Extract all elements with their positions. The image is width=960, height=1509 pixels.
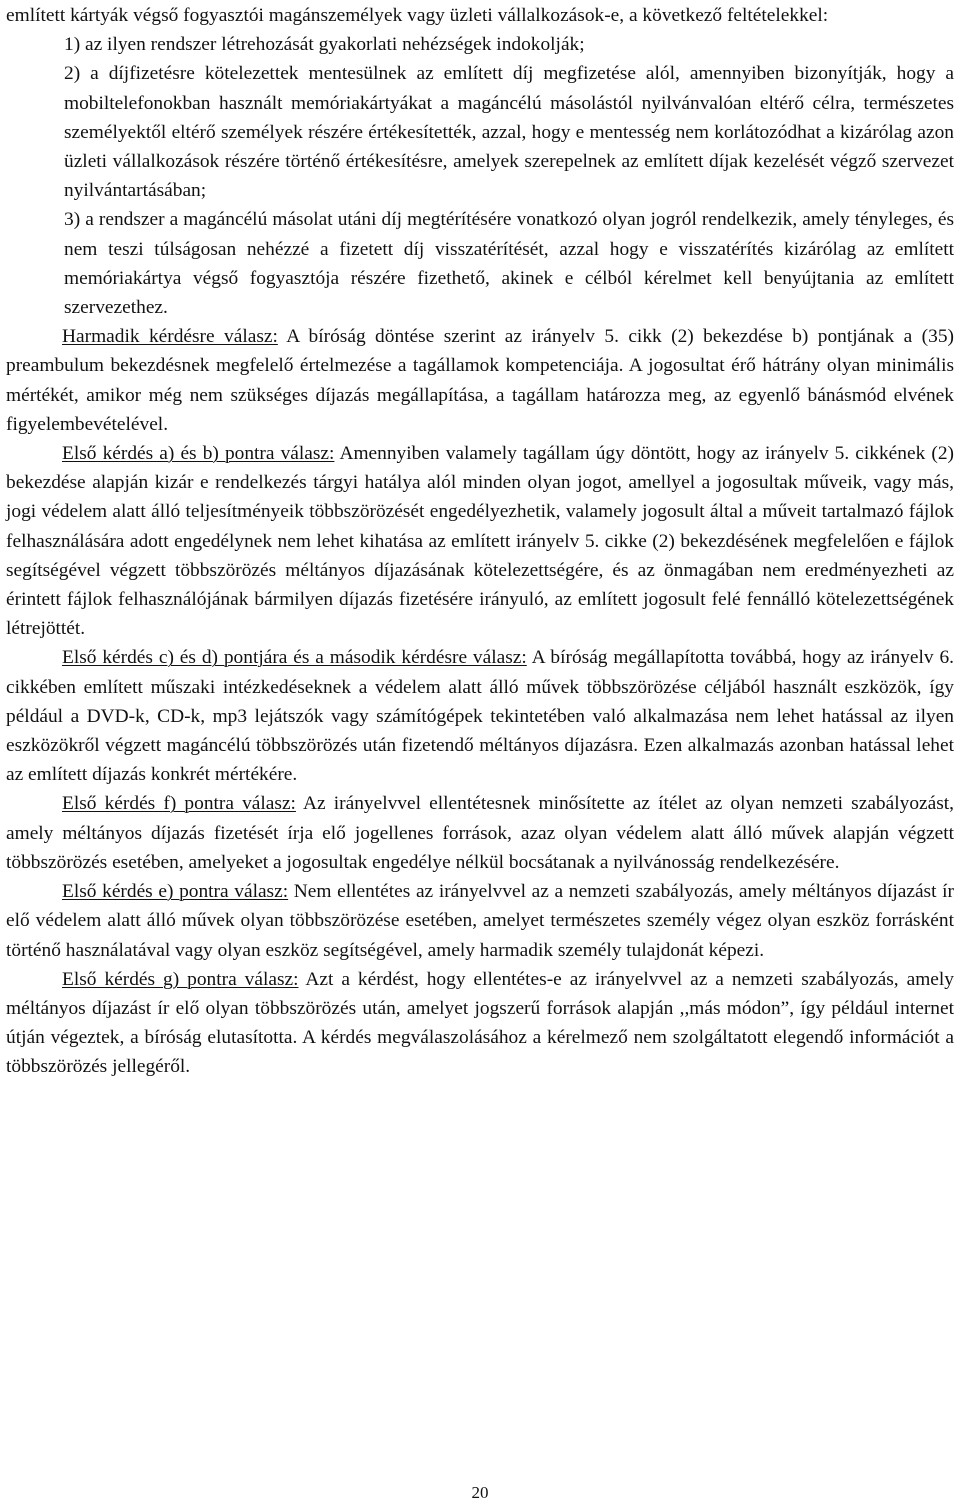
intro-paragraph: említett kártyák végső fogyasztói magánszemélyek vagy üzleti vállalkozások-e, a következő feltételekkel: [6,5,829,26]
answer-paragraph-first-question-cd [6,643,954,789]
answer-label: Első kérdés e) pontra válasz: [62,881,289,903]
answer-text: A bíróság döntése szerint az irányelv 5. cikk (2) bekezdése b) pontjának a (35) preambulum bekezdésnek megfelelő értelmezése a tagállamok kompetenciája. A jogosultat érő hátrány olyan minimális mértékét, amikor még nem szükséges díjazás megállapítása, a tagállam határozza meg, az egyenlő bánásmód elvének figyelembevételével. [6,326,954,435]
answer-text: Amennyiben valamely tagállam úgy döntött, hogy az irányelv 5. cikkének (2) bekezdése alapján kizár e rendelkezés tárgyi hatálya alól minden olyan jogot, amellyel a jogosultak műveik, vagy más, jogi védelem alatt álló teljesítményeik többszörözését engedélyezhetik, valamely jogosult által a műveit tartalmazó fájlok felhasználására adott engedélynek nem lehet kihatása az említett irányelv 5. cikke (2) bekezdésének megfelelően e fájlok segítségével végzett többszörözés méltányos díjazásának kötelezettségére, és az önmagában nem eredményezheti az érintett fájlok felhasználójának bármilyen díjazás fizetésére irányuló, az említett jogosult felé fennálló kötelezettségének létrejöttét. [6,443,954,640]
answer-text: A bíróság megállapította továbbá, hogy az irányelv 6. cikkében említett műszaki intézkedéseknek a védelem alatt álló művek többszörözése céljából használt eszközök, így például a DVD-k, CD-k, mp3 lejátszók vagy számítógépek tekintetében való alkalmazása nem lehet hatással az ilyen eszközökről végzett magáncélú többszörözés után fizetendő méltányos díjazásra. Ezen alkalmazás azonban hatással lehet az említett díjazás konkrét mértékére. [6,647,954,786]
answer-label: Első kérdés g) pontra válasz: [62,968,299,990]
answer-paragraph-first-question-ab [6,439,954,643]
answer-text: Nem ellentétes az irányelvvel az a nemzeti szabályozás, amely méltányos díjazást ír elő védelem alatt álló művek olyan többszörözése esetében, amelyet természetes személy végez olyan eszköz forrásként történő használatával vagy olyan eszköz segítségével, amely harmadik személy tulajdonát képezi. [6,881,954,961]
condition-item-2: 2) a díjfizetésre kötelezettek mentesülnek az említett díj megfizetése alól, amennyiben bizonyítják, hogy a mobiltelefonokban használt memóriakártyákat a magáncélú másolástól nyilvánvalóan eltérő célra, természetes személyektől eltérő személyek részére értékesítették, azzal, hogy e mentesség nem korlátozódhat a kizárólag azon üzleti vállalkozások részére történő értékesítésre, amelyek szerepelnek az említett díjak kezelését végző szervezet nyilvántartásában; [64,63,954,202]
page-number: 20 [471,1483,489,1502]
page-body [6,1,954,1082]
answer-paragraph-first-question-f [6,789,954,877]
condition-item-1: 1) az ilyen rendszer létrehozását gyakorlati nehézségek indokolják; [64,34,585,56]
answer-paragraph-first-question-g [6,965,954,1082]
answer-label: Első kérdés f) pontra válasz: [62,793,296,815]
answer-label: Harmadik kérdésre válasz: [62,326,278,348]
answer-paragraph-third-question [6,322,954,439]
answer-label: Első kérdés a) és b) pontra válasz: [62,443,335,465]
answer-paragraph-first-question-e [6,877,954,965]
condition-item-3: 3) a rendszer a magáncélú másolat utáni díj megtérítésére vonatkozó olyan jogról rendelkezik, amely tényleges, és nem teszi túlságosan nehézzé a fizetett díj visszatérítését, azzal hogy e visszatérítés kizárólag az említett memóriakártya végső fogyasztója részére fizethető, akinek e célból kérelmet kell benyújtania az említett szervezethez. [64,209,954,319]
answer-text: Az irányelvvel ellentétesnek minősítette az ítélet az olyan nemzeti szabályozást, amely méltányos díjazás fizetését írja elő jogellenes források, azaz olyan védelem alatt álló művek alapján végzett többszörözés esetében, amelyeket a jogosultak engedélye nélkül bocsátanak a nyilvánosság rendelkezésére. [6,793,955,873]
answer-text: Azt a kérdést, hogy ellentétes-e az irányelvvel az a nemzeti szabályozás, amely méltányos díjazást ír elő olyan többszörözés után, amelyet jogszerű források alapján ,,más módon”, így például internet útján végeztek, a bíróság elutasította. A kérdés megválaszolásához a kérelmező nem szolgáltatott elegendő információt a többszörözés jellegéről. [6,968,954,1078]
answer-label: Első kérdés c) és d) pontjára és a második kérdésre válasz: [62,647,527,669]
